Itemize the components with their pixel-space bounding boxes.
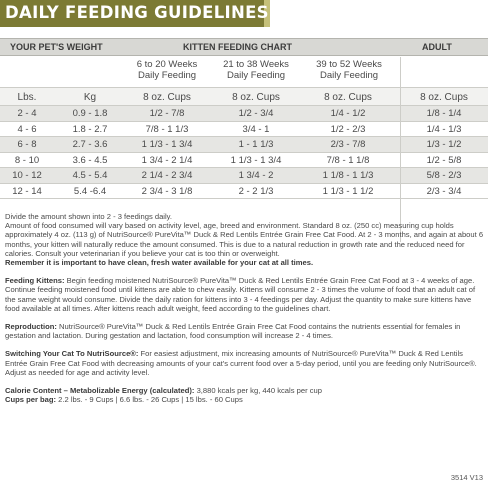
title-banner: [0, 0, 270, 27]
table-cell: 1 1/3 - 1 3/4: [141, 139, 193, 150]
table-cell: 1 1/8 - 1 1/3: [322, 170, 374, 181]
note-amount: Amount of food consumed will vary based on activity level, age, breed and environment. Standard 8 oz. (250 cc) measuring cup holds approximately 4 oz. (113 g) of NutriSource® PureVita™ Duck & Red Lentils Entrée Grain Free Cat Food. At 2 - 3 months, and again at about 6 months, your kitten will naturally reduce the amount consumed. This is due to a natural reduction in growth rate and the reduced need for calories. Consult your veterinarian if you believe your cat is too thin or overweight.: [5, 221, 484, 258]
table-cell: 0.9 - 1.8: [72, 108, 108, 119]
table-row: [0, 137, 488, 153]
table-cell: 3/4 - 1: [242, 123, 270, 135]
age-group-1: 6 to 20 Weeks Daily Feeding: [136, 59, 198, 81]
page-title: DAILY FEEDING GUIDELINES: [5, 3, 269, 22]
table-cell: 2/3 - 3/4: [426, 185, 462, 197]
feeding-table: [0, 38, 488, 199]
note-water: Remember it is important to have clean, fresh water available for your cat at all times.: [5, 258, 314, 268]
table-row: [0, 153, 488, 169]
table-cell: 1 - 1 1/3: [238, 139, 274, 150]
table-cell: 1/4 - 1/3: [426, 123, 462, 135]
kitten-header: KITTEN FEEDING CHART: [183, 42, 292, 52]
table-cell: 1/2 - 7/8: [149, 108, 185, 119]
table-cell: 5/8 - 2/3: [426, 170, 462, 181]
table-cell: 1/3 - 1/2: [426, 139, 462, 150]
table-cell: 2/3 - 7/8: [330, 139, 366, 150]
table-cell: 1/8 - 1/4: [426, 108, 462, 119]
table-cell: 1/4 - 1/2: [330, 108, 366, 119]
table-cell: 1.8 - 2.7: [72, 123, 108, 135]
table-cell: 3.6 - 4.5: [72, 154, 108, 166]
note-divide: Divide the amount shown into 2 - 3 feedings daily.: [5, 212, 173, 221]
table-cell: 2 1/4 - 2 3/4: [141, 170, 193, 181]
table-cell: 5.4 -6.4: [73, 185, 107, 197]
table-cell: 2 - 2 1/3: [238, 185, 274, 197]
adult-header: ADULT: [422, 42, 452, 52]
table-cell: 8 - 10: [14, 154, 40, 166]
age-group-3: 39 to 52 Weeks Daily Feeding: [316, 59, 382, 81]
note-calories: Calorie Content – Metabolizable Energy (calculated): 3,880 kcals per kg, 440 kcals per cup: [5, 386, 322, 396]
table-cell: 2 - 4: [17, 108, 37, 119]
table-header: [0, 38, 488, 56]
age-group-2: 21 to 38 Weeks Daily Feeding: [223, 59, 289, 81]
table-cell: 7/8 - 1 1/3: [145, 123, 189, 135]
table-cell: 12 - 14: [12, 185, 42, 197]
table-cell: 2 3/4 - 3 1/8: [141, 185, 193, 197]
note-switching: Switching Your Cat To NutriSource®: For easiest adjustment, mix increasing amounts of NutriSource® PureVita™ Duck & Red Lentils Entrée Grain Free Cat Food with decreasing amounts of your cat's current food over a 5-day period, until you are feeding only NutriSource®. Adjust as needed for age and activity level.: [5, 349, 477, 377]
note-cups-per-bag: Cups per bag: 2.2 lbs. - 9 Cups | 6.6 lbs. - 26 Cups | 15 lbs. - 60 Cups: [5, 395, 243, 405]
note-reproduction: Reproduction: NutriSource® PureVita™ Duck & Red Lentils Entrée Grain Free Cat Food contains the nutrients essential for females in gestation and lactation. During gestation and lactation, food consumption will increase 2 - 4 times.: [5, 322, 461, 341]
age-subheader: [0, 56, 488, 87]
table-cell: 1 3/4 - 2 1/4: [141, 154, 193, 166]
table-cell: 7/8 - 1 1/8: [326, 154, 370, 166]
table-row: [0, 122, 488, 138]
table-row: [0, 184, 488, 200]
product-code: 3514 V13: [450, 473, 483, 482]
feeding-notes: [5, 212, 485, 404]
table-cell: 1 1/3 - 1 1/2: [322, 185, 374, 197]
weight-header: YOUR PET'S WEIGHT: [10, 42, 103, 52]
table-cell: 10 - 12: [12, 170, 42, 181]
table-cell: 2.7 - 3.6: [72, 139, 108, 150]
table-cell: 1/2 - 3/4: [238, 108, 274, 119]
table-cell: 1 1/3 - 1 3/4: [230, 154, 282, 166]
note-kittens: Feeding Kittens: Begin feeding moistened NutriSource® PureVita™ Duck & Red Lentils Entrée Grain Free Cat Food at 3 - 4 weeks of age. Continue feeding moistened food until kittens are able to chew easily. Kittens will consume 2 - 3 times the volume of food that an adult cat of the same weight would consume. Divide the daily ration for kittens into 3 - 4 feedings per day. Adjust the quantity to make sure kittens have food available at all times. After kittens reach adult weight, feed according to the guidelines chart.: [5, 276, 476, 313]
table-cell: 1 3/4 - 2: [238, 170, 274, 181]
table-cell: 1/2 - 5/8: [426, 154, 462, 166]
units-row: Lbs. Kg 8 oz. Cups 8 oz. Cups 8 oz. Cups 8 oz. Cups: [0, 87, 488, 106]
table-cell: 1/2 - 2/3: [330, 123, 366, 135]
table-row: [0, 106, 488, 122]
table-cell: 4 - 6: [17, 123, 37, 135]
table-row: [0, 168, 488, 184]
table-cell: 4.5 - 5.4: [72, 170, 108, 181]
table-cell: 6 - 8: [17, 139, 37, 150]
